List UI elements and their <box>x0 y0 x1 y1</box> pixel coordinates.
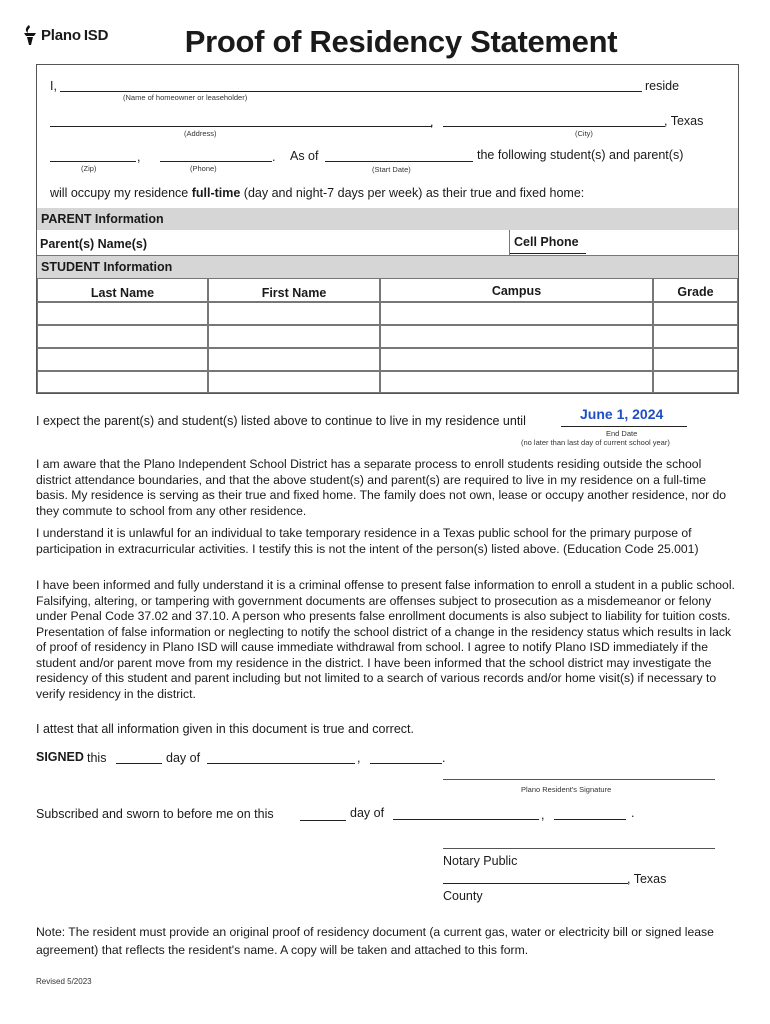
start-caption: (Start Date) <box>372 165 411 174</box>
signed-day-field[interactable] <box>116 763 162 764</box>
first-name-cell[interactable] <box>208 302 380 325</box>
end-date-caption: End Date <box>606 429 638 438</box>
paragraph-extracurricular: I understand it is unlawful for an individual to take temporary residence in a Texas public school for the primary purpose of participation in extracurricular activities. I testify this is not the intent of the person(s) listed above. (Education Code 25.001) <box>36 526 699 556</box>
first-name-cell[interactable] <box>208 325 380 348</box>
sworn-year-field[interactable] <box>554 819 626 820</box>
parent-names-label: Parent(s) Name(s) <box>40 237 147 251</box>
table-row <box>37 348 738 371</box>
phone-period: . <box>272 150 276 164</box>
occupy-pre: will occupy my residence <box>50 186 192 200</box>
last-name-cell[interactable] <box>37 325 208 348</box>
parent-divider <box>509 230 510 255</box>
occupy-post: (day and night-7 days per week) as their true and fixed home: <box>240 186 585 200</box>
col-grade: Grade <box>653 278 738 302</box>
first-name-cell[interactable] <box>208 371 380 393</box>
i-prefix: I, <box>50 79 57 93</box>
student-table-header <box>37 278 738 302</box>
homeowner-name-field[interactable] <box>60 91 642 92</box>
campus-cell[interactable] <box>380 348 653 371</box>
notary-public-label: Notary Public <box>443 854 518 868</box>
last-name-cell[interactable] <box>37 302 208 325</box>
col-last-name: Last Name <box>37 278 208 302</box>
sworn-day-of: day of <box>350 806 385 820</box>
notary-texas: , Texas <box>627 872 667 886</box>
table-row <box>37 371 738 393</box>
table-row <box>37 302 738 325</box>
signature-caption: Plano Resident's Signature <box>521 785 612 794</box>
signed-label: SIGNED <box>36 750 84 764</box>
address-caption: (Address) <box>184 129 217 138</box>
grade-cell[interactable] <box>653 348 738 371</box>
paragraph-criminal-offense: I have been informed and fully understand it is a criminal offense to present false information to enroll a student in a public school. Falsifying, altering, or tampering with government documents are offenses subject to prosecution as a misdemeanor or felony under Penal Code 37.02 and 37.10. A person who presents false enrollment documents is also subject to liability for tuition costs. Presentation of false information or neglecting to notify the school district of a change in the residency status which results in lack of proof of residency in Plano ISD will cause immediate withdrawal from school. I agree to notify Plano ISD immediately if the student and/or parent move from my residence in the district. I have been informed that the school district may investigate the residency of this student and parent including but not limited to a search of various records and/or home visit(s) if necessary to verify residency in the district. <box>36 578 735 701</box>
notary-county-label: County <box>443 889 483 903</box>
occupy-statement <box>50 186 584 200</box>
signed-this: this <box>87 751 107 765</box>
campus-cell[interactable] <box>380 371 653 393</box>
address-comma: , <box>430 115 434 129</box>
student-table <box>37 278 738 393</box>
col-campus: Campus <box>380 278 653 302</box>
grade-cell[interactable] <box>653 371 738 393</box>
end-date-value: June 1, 2024 <box>580 406 664 422</box>
start-date-field[interactable] <box>325 161 473 162</box>
signed-month-field[interactable] <box>207 763 355 764</box>
sworn-month-field[interactable] <box>393 819 539 820</box>
notary-signature-field[interactable] <box>443 848 715 849</box>
note-text: Note: The resident must provide an original proof of residency document (a current gas, water or electricity bill or signed lease agreement) that reflects the resident's name. A copy will be taken and attached to this form. <box>36 925 714 957</box>
first-name-cell[interactable] <box>208 348 380 371</box>
page-title: Proof of Residency Statement <box>184 24 618 59</box>
col-first-name: First Name <box>208 278 380 302</box>
revised-date: Revised 5/2023 <box>36 977 92 986</box>
logo-name: Plano <box>41 26 81 44</box>
city-field[interactable] <box>443 126 665 127</box>
reside-text: reside <box>645 79 680 93</box>
cell-phone-label: Cell Phone <box>514 235 579 249</box>
student-heading: STUDENT Information <box>37 256 738 278</box>
expect-text: I expect the parent(s) and student(s) listed above to continue to live in my residence until <box>36 414 526 428</box>
sworn-comma: , <box>541 808 545 822</box>
notary-county-field[interactable] <box>443 883 628 884</box>
campus-cell[interactable] <box>380 302 653 325</box>
end-date-note: (no later than last day of current school year) <box>521 438 670 447</box>
cell-phone-field[interactable] <box>510 253 586 254</box>
signed-period: . <box>442 751 446 765</box>
city-caption: (City) <box>575 129 593 138</box>
texas-text: , Texas <box>664 114 704 128</box>
resident-signature-field[interactable] <box>443 779 715 780</box>
sworn-text: Subscribed and sworn to before me on this <box>36 807 274 821</box>
paragraph-enrollment: I am aware that the Plano Independent School District has a separate process to enroll students residing outside the school district attendance boundaries, and that the above student(s) and parent(s) are required to live in my residence on a full-time basis. My residence is serving as their true and fixed home. The family does not own, lease or occupy another residence, nor do they commute to school from any other residence. <box>36 457 727 518</box>
end-date-field[interactable] <box>561 426 687 427</box>
table-row <box>37 325 738 348</box>
occupy-bold: full-time <box>191 186 241 200</box>
signed-year-field[interactable] <box>370 763 442 764</box>
phone-field[interactable] <box>160 161 272 162</box>
signed-day-of: day of <box>166 751 201 765</box>
signed-comma: , <box>357 751 361 765</box>
sworn-period: . <box>631 806 635 820</box>
campus-cell[interactable] <box>380 325 653 348</box>
attest-text: I attest that all information given in this document is true and correct. <box>36 722 414 736</box>
following-text: the following student(s) and parent(s) <box>477 148 684 162</box>
zip-caption: (Zip) <box>81 164 97 173</box>
as-of-text: As of <box>290 149 319 163</box>
zip-field[interactable] <box>50 161 136 162</box>
logo-isd: ISD <box>83 26 109 44</box>
grade-cell[interactable] <box>653 325 738 348</box>
grade-cell[interactable] <box>653 302 738 325</box>
phone-caption: (Phone) <box>190 164 217 173</box>
parent-heading: PARENT Information <box>37 208 738 230</box>
name-caption: (Name of homeowner or leaseholder) <box>123 93 248 102</box>
address-field[interactable] <box>50 126 432 127</box>
last-name-cell[interactable] <box>37 348 208 371</box>
sworn-day-field[interactable] <box>300 820 346 821</box>
zip-comma: , <box>137 150 141 164</box>
last-name-cell[interactable] <box>37 371 208 393</box>
